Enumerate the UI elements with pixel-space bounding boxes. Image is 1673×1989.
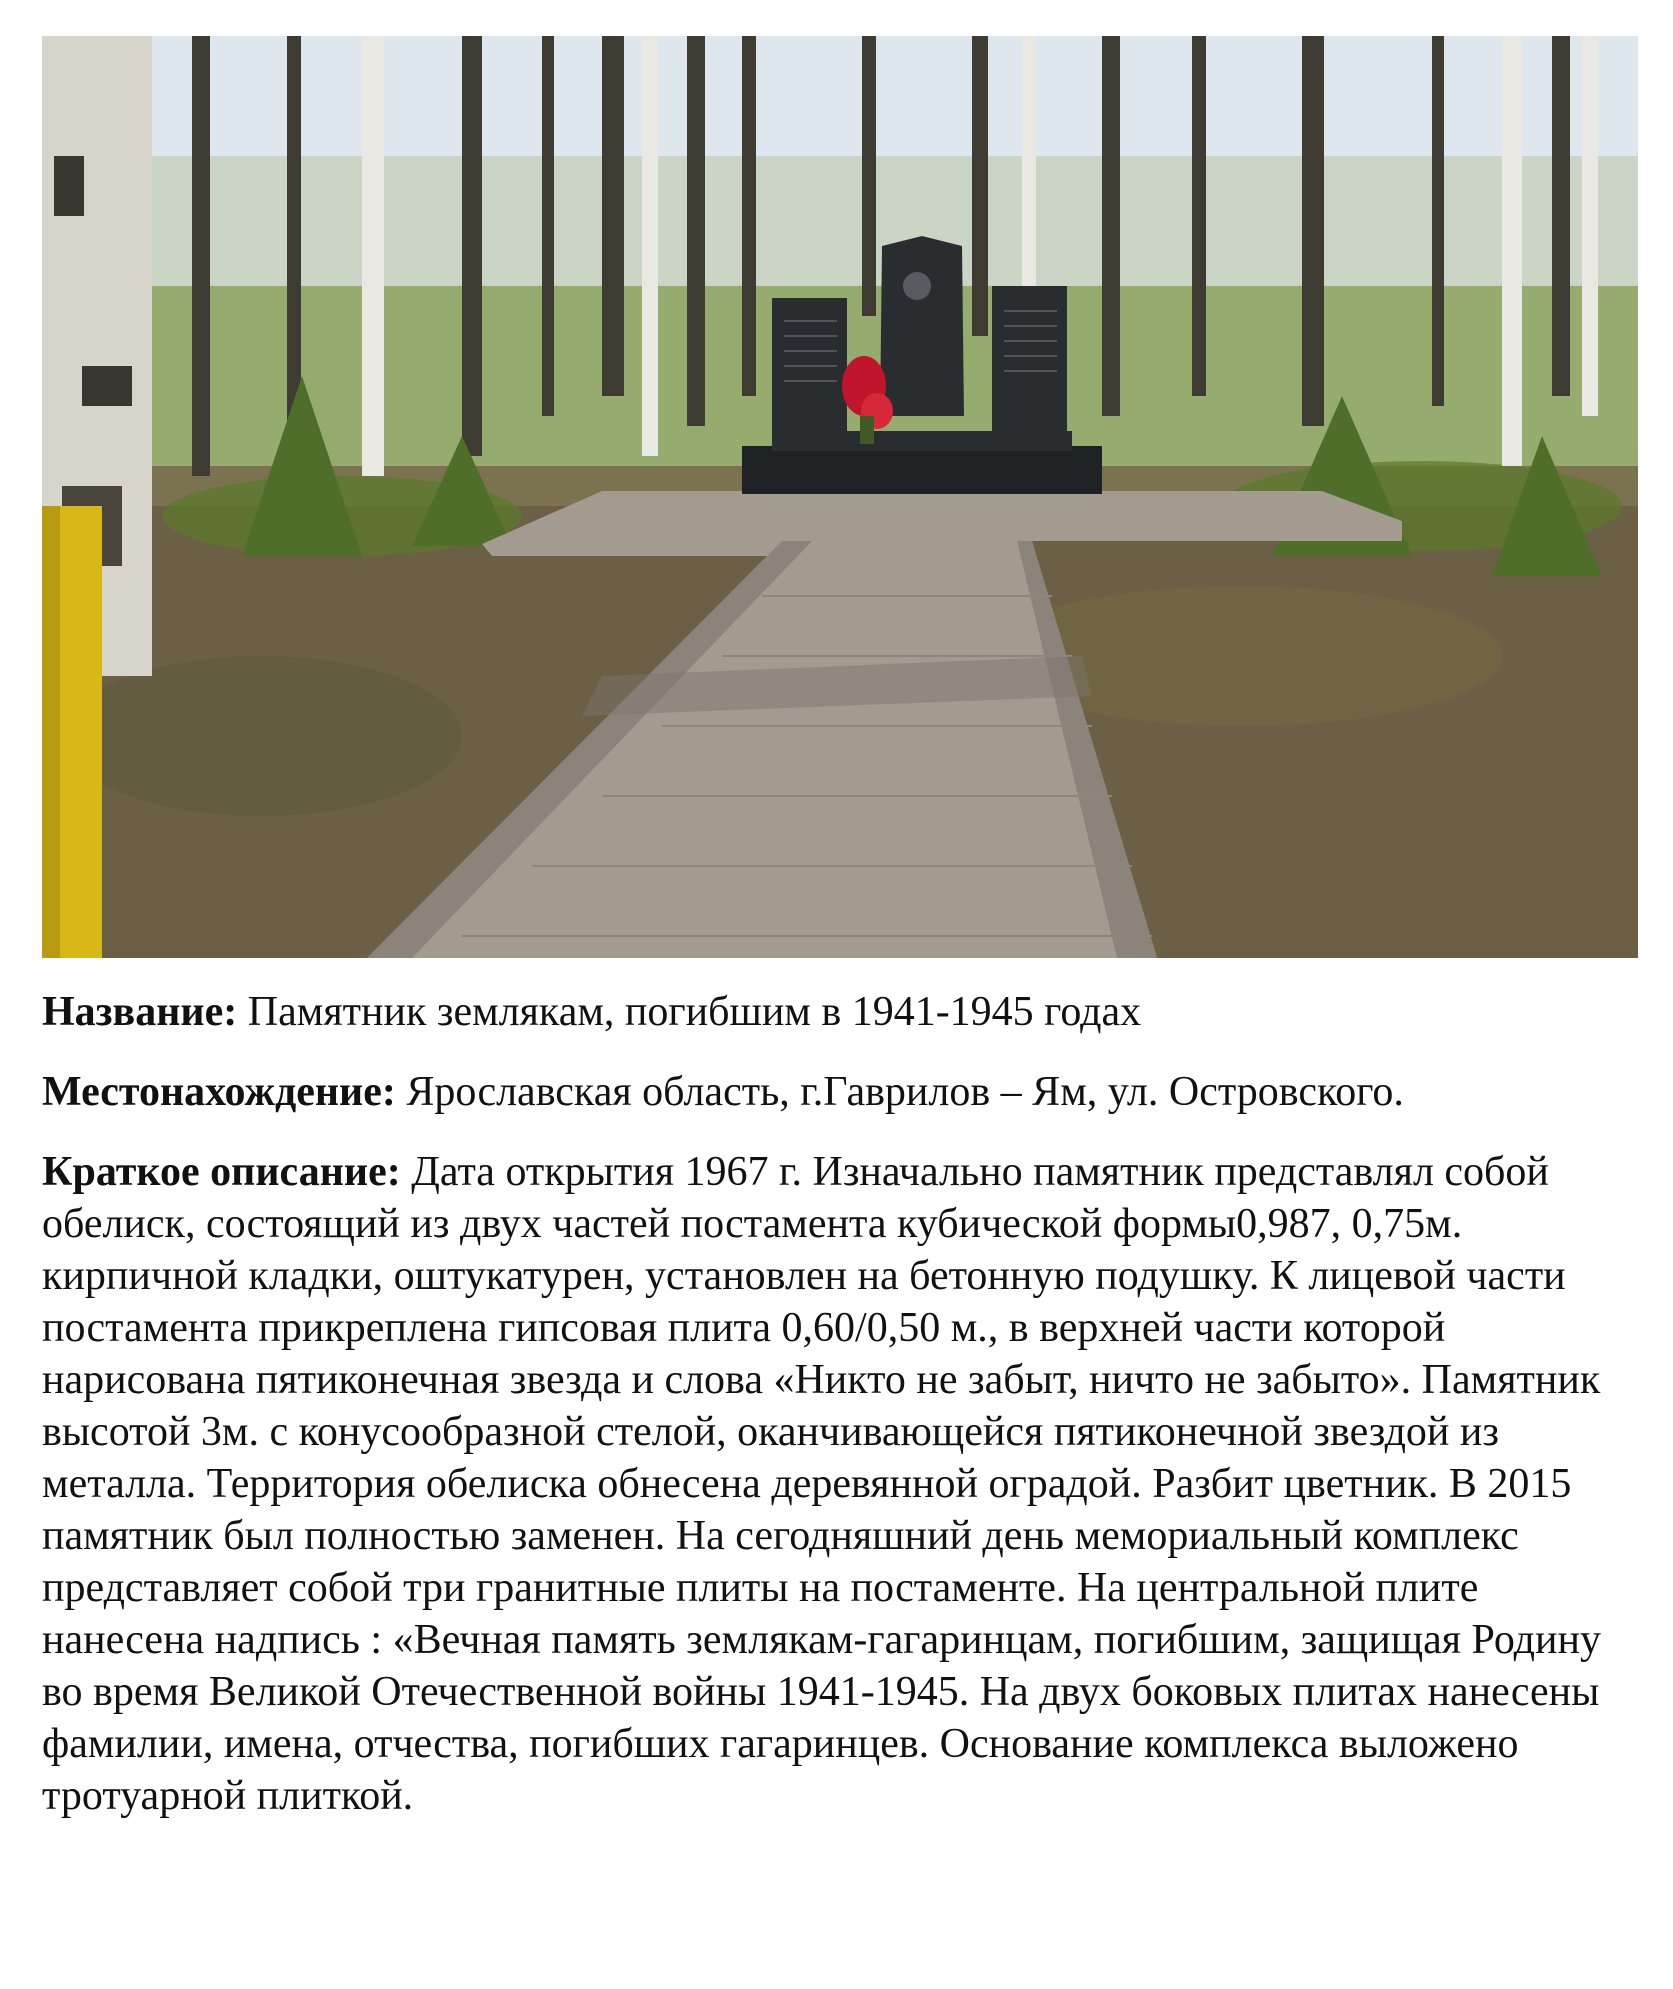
description-value: Дата открытия 1967 г. Изначально памятник представлял собой обелиск, состоящий из двух частей постамента кубической формы0,987, 0,75м. кирпичной кладки, оштукатурен, установлен на бетонную подушку. К лицевой части постамента прикреплена гипсовая плита 0,60/0,50 м., в верхней части которой нарисована пятиконечная звезда и слова «Никто не забыт, ничто не забыто». Памятник высотой 3м. с конусообразной стелой, оканчивающейся пятиконечной звездой из металла. Территория обелиска обнесена деревянной оградой. Разбит цветник. В 2015 памятник был полностью заменен. На сегодняшний день мемориальный комплекс представляет собой три гранитные плиты на постаменте. На центральной плите нанесена надпись : «Вечная память землякам-гагаринцам, погибшим, защищая Родину во время Великой Отечественной войны 1941-1945. На двух боковых плитах нанесены фамилии, имена, отчества, погибших гагаринцев. Основание комплекса выложено тротуарной плиткой. [42,1149,1601,1819]
memorial-photo [42,36,1638,958]
name-value: Памятник землякам, погибшим в 1941-1945 годах [237,989,1142,1035]
name-label: Название: [42,989,238,1035]
description-label: Краткое описание: [42,1149,401,1195]
location-value: Ярославская область, г.Гаврилов – Ям, ул. Островского. [395,1069,1404,1115]
description-field [42,1146,1642,1822]
name-field [42,986,1642,1038]
location-field [42,1066,1642,1118]
location-label: Местонахождение: [42,1069,396,1115]
monument-info [42,986,1642,1850]
